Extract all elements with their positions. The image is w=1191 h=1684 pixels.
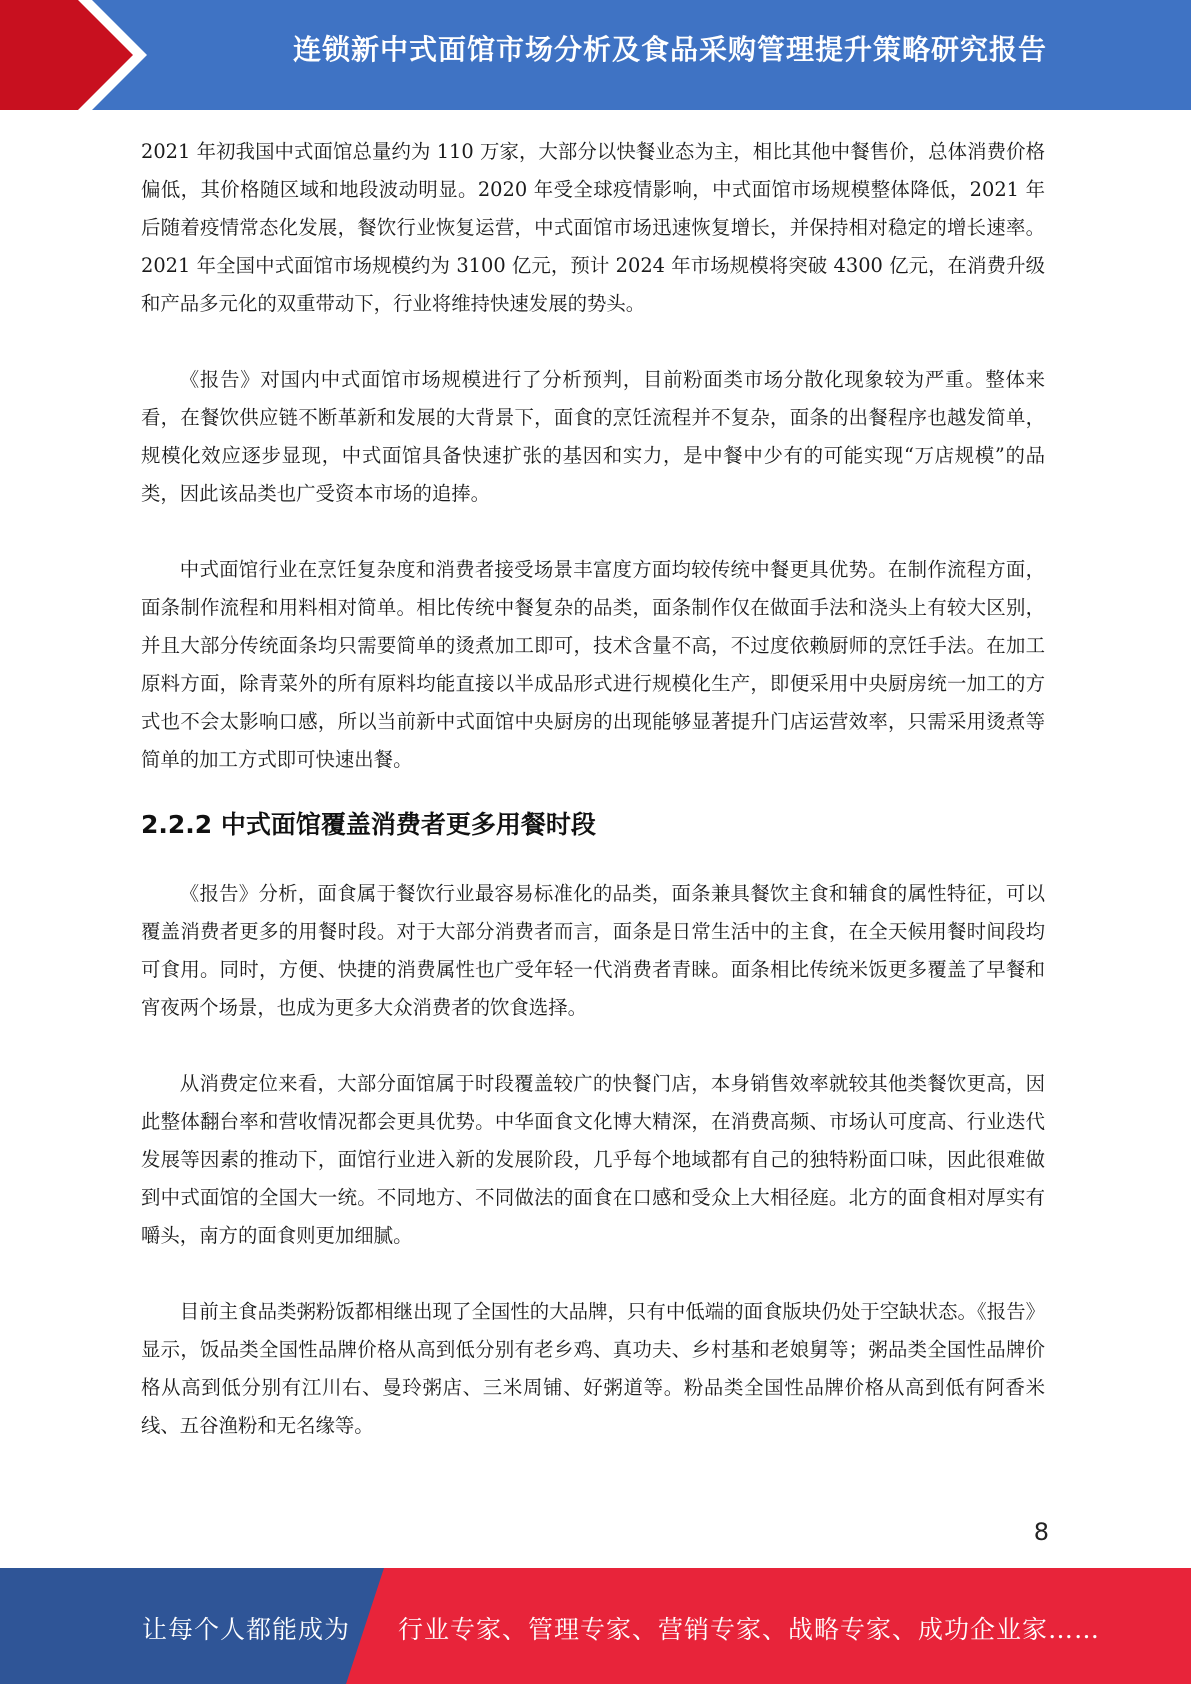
footer-slogan-right: 行业专家、管理专家、营销专家、战略专家、成功企业家…… [398, 1615, 1101, 1644]
report-title: 连锁新中式面馆市场分析及食品采购管理提升策略研究报告 [292, 33, 1047, 66]
paragraph-report-analysis: 《报告》对国内中式面馆市场规模进行了分析预判，目前粉面类市场分散化现象较为严重。整体来看，在餐饮供应链不断革新和发展的大背景下，面食的烹饪流程并不复杂，面条的出餐程序也越发简单，规模化效应逐步显现，中式面馆具备快速扩张的基因和实力，是中餐中少有的可能实现“万店规模”的品类，因此该品类也广受资本市场的追捧。 [141, 368, 1045, 505]
paragraph-industry-advantage: 中式面馆行业在烹饪复杂度和消费者接受场景丰富度方面均较传统中餐更具优势。在制作流程方面，面条制作流程和用料相对简单。相比传统中餐复杂的品类，面条制作仅在做面手法和浇头上有较大区别，并且大部分传统面条均只需要简单的烫煮加工即可，技术含量不高，不过度依赖厨师的烹饪手法。在加工原料方面，除青菜外的所有原料均能直接以半成品形式进行规模化生产，即便采用中央厨房统一加工的方式也不会太影响口感，所以当前新中式面馆中央厨房的出现能够显著提升门店运营效率，只需采用烫煮等简单的加工方式即可快速出餐。 [141, 558, 1045, 771]
paragraph-meal-periods: 《报告》分析，面食属于餐饮行业最容易标准化的品类，面条兼具餐饮主食和辅食的属性特征，可以覆盖消费者更多的用餐时段。对于大部分消费者而言，面条是日常生活中的主食，在全天候用餐时间段均可食用。同时，方便、快捷的消费属性也广受年轻一代消费者青睐。面条相比传统米饭更多覆盖了早餐和宵夜两个场景，也成为更多大众消费者的饮食选择。 [141, 882, 1045, 1019]
page-header [0, 0, 1191, 110]
section-heading: 2.2.2 中式面馆覆盖消费者更多用餐时段 [141, 810, 596, 839]
header-arrow-icon [0, 0, 160, 110]
paragraph-market-size: 2021 年初我国中式面馆总量约为 110 万家，大部分以快餐业态为主，相比其他中餐售价，总体消费价格偏低，其价格随区域和地段波动明显。2020 年受全球疫情影响，中式面馆市场规模整体降低，2021 年后随着疫情常态化发展，餐饮行业恢复运营，中式面馆市场迅速恢复增长，并保持相对稳定的增长速率。2021 年全国中式面馆市场规模约为 3100 亿元，预计 2024 年市场规模将突破 4300 亿元，在消费升级和产品多元化的双重带动下，行业将维持快速发展的势头。 [141, 140, 1045, 315]
main-content [141, 133, 1045, 1445]
footer-slogan-left: 让每个人都能成为 [142, 1615, 351, 1644]
page-number: 8 [1033, 1518, 1049, 1546]
paragraph-national-brands: 目前主食品类粥粉饭都相继出现了全国性的大品牌，只有中低端的面食版块仍处于空缺状态。《报告》显示，饭品类全国性品牌价格从高到低分别有老乡鸡、真功夫、乡村基和老娘舅等；粥品类全国性品牌价格从高到低分别有江川右、曼玲粥店、三米周铺、好粥道等。粉品类全国性品牌价格从高到低有阿香米线、五谷渔粉和无名缘等。 [141, 1300, 1045, 1437]
page-footer [0, 1568, 1191, 1684]
paragraph-consumer-positioning: 从消费定位来看，大部分面馆属于时段覆盖较广的快餐门店，本身销售效率就较其他类餐饮更高，因此整体翻台率和营收情况都会更具优势。中华面食文化博大精深，在消费高频、市场认可度高、行业迭代发展等因素的推动下，面馆行业进入新的发展阶段，几乎每个地域都有自己的独特粉面口味，因此很难做到中式面馆的全国大一统。不同地方、不同做法的面食在口感和受众上大相径庭。北方的面食相对厚实有嚼头，南方的面食则更加细腻。 [141, 1072, 1045, 1247]
